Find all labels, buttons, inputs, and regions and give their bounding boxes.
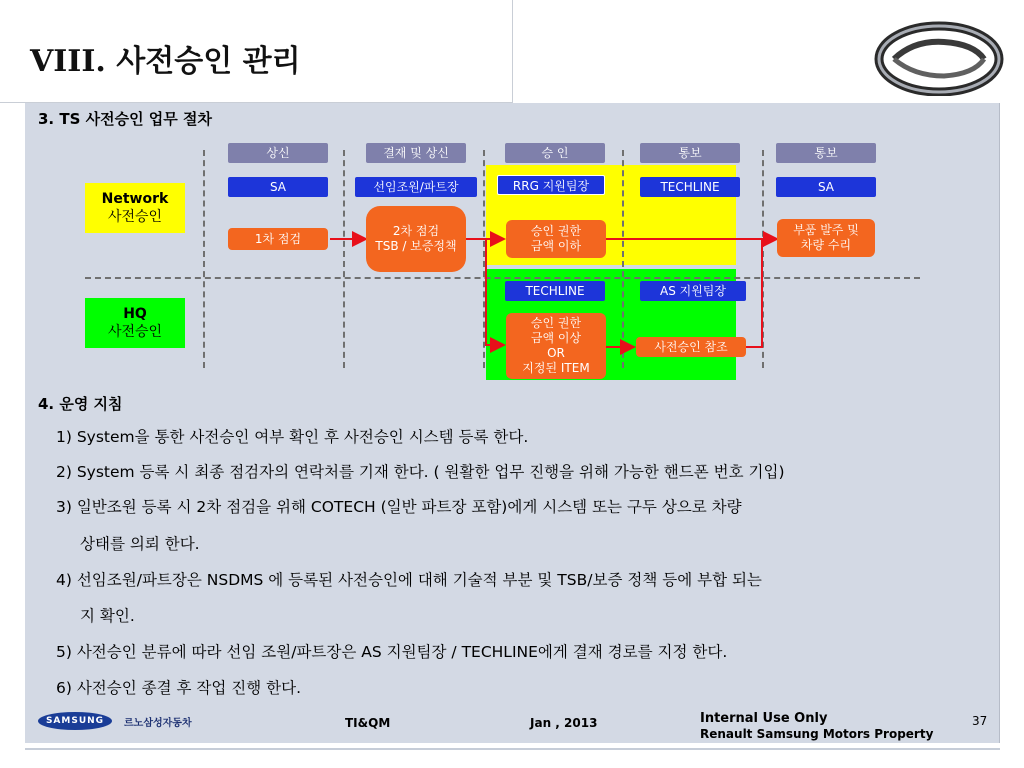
approve-under-limit — [506, 220, 606, 258]
title-roman: VIII. — [30, 44, 106, 79]
samsung-logo: SAMSUNG — [38, 712, 112, 730]
parts-order-line1: 부품 발주 및 — [793, 223, 859, 237]
arrow-step2-to-approve-high — [486, 239, 504, 345]
rule-6: 6) 사전승인 종결 후 작업 진행 한다. — [56, 679, 302, 697]
header-report: 상신 — [228, 143, 328, 163]
parts-order-line2: 차량 수리 — [800, 238, 852, 252]
approve-over-limit-line4: 지정된 ITEM — [522, 361, 590, 375]
approve-over-limit-or: OR — [547, 346, 565, 360]
approve-over-limit-line2: 금액 이상 — [530, 331, 582, 345]
rule-4: 4) 선임조원/파트장은 NSDMS 에 등록된 사전승인에 대해 기술적 부분 및 TSB/보증 정책 등에 부합 되는 — [56, 571, 762, 589]
rule-5: 5) 사전승인 분류에 따라 선임 조원/파트장은 AS 지원팀장 / TECHLINE에게 결재 경로를 지정 한다. — [56, 643, 728, 661]
section4-title: 4. 운영 지침 — [38, 395, 123, 413]
approve-under-limit-line2: 금액 이하 — [530, 239, 582, 253]
step2-check-line2: TSB / 보증정책 — [375, 239, 457, 253]
step2-check-line1: 2차 점검 — [392, 224, 440, 238]
role-rrg-lead: RRG 지원팀장 — [497, 175, 605, 195]
role-as-lead: AS 지원팀장 — [640, 281, 746, 301]
role-senior-member: 선임조원/파트장 — [355, 177, 477, 197]
rule-3: 3) 일반조원 등록 시 2차 점검을 위해 COTECH (일반 파트장 포함)에게 시스템 또는 구두 상으로 차량 — [56, 498, 742, 516]
pre-approval-reference-label: 사전승인 참조 — [654, 339, 728, 354]
role-sa: SA — [228, 177, 328, 197]
header-notify-2: 통보 — [776, 143, 876, 163]
role-sa-notify: SA — [776, 177, 876, 197]
rule-2: 2) System 등록 시 최종 점검자의 연락처를 기재 한다. ( 원활한 업무 진행을 위해 가능한 핸드폰 번호 기입) — [56, 463, 785, 481]
arrow-ref-to-parts — [745, 239, 762, 347]
page-number: 37 — [972, 714, 988, 728]
footer-date: Jan , 2013 — [530, 716, 598, 730]
header-approve-report: 결재 및 상신 — [366, 143, 466, 163]
footer-dept: TI&QM — [345, 716, 391, 730]
approve-over-limit-line1: 승인 권한 — [530, 316, 582, 330]
parts-order-repair — [777, 219, 875, 257]
step2-check — [366, 206, 466, 272]
network-label-sub: 사전승인 — [107, 209, 163, 225]
section3-title: 3. TS 사전승인 업무 절차 — [38, 110, 212, 128]
bottom-rule — [25, 748, 1000, 750]
approve-under-limit-line1: 승인 권한 — [530, 224, 582, 238]
role-techline-hq: TECHLINE — [505, 281, 605, 301]
role-techline: TECHLINE — [640, 177, 740, 197]
title-korean: 사전승인 관리 — [116, 44, 301, 79]
approve-over-limit — [506, 313, 606, 379]
renault-samsung-wordmark: 르노삼성자동차 — [124, 718, 192, 729]
rule-3-cont: 상태를 의뢰 한다. — [80, 535, 200, 553]
footer-classification: Internal Use Only — [700, 711, 828, 726]
header-approval: 승 인 — [505, 143, 605, 163]
step1-check-label: 1차 점검 — [254, 231, 302, 246]
hq-label-title: HQ — [123, 306, 147, 322]
footer-owner: Renault Samsung Motors Property — [700, 727, 934, 741]
network-label-title: Network — [101, 191, 169, 207]
header-notify-1: 통보 — [640, 143, 740, 163]
rule-4-cont: 지 확인. — [80, 607, 135, 625]
step1-check — [228, 228, 328, 250]
pre-approval-reference — [636, 337, 746, 357]
rule-1: 1) System을 통한 사전승인 여부 확인 후 사전승인 시스템 등록 한다. — [56, 428, 529, 446]
hq-label-sub: 사전승인 — [107, 324, 163, 340]
